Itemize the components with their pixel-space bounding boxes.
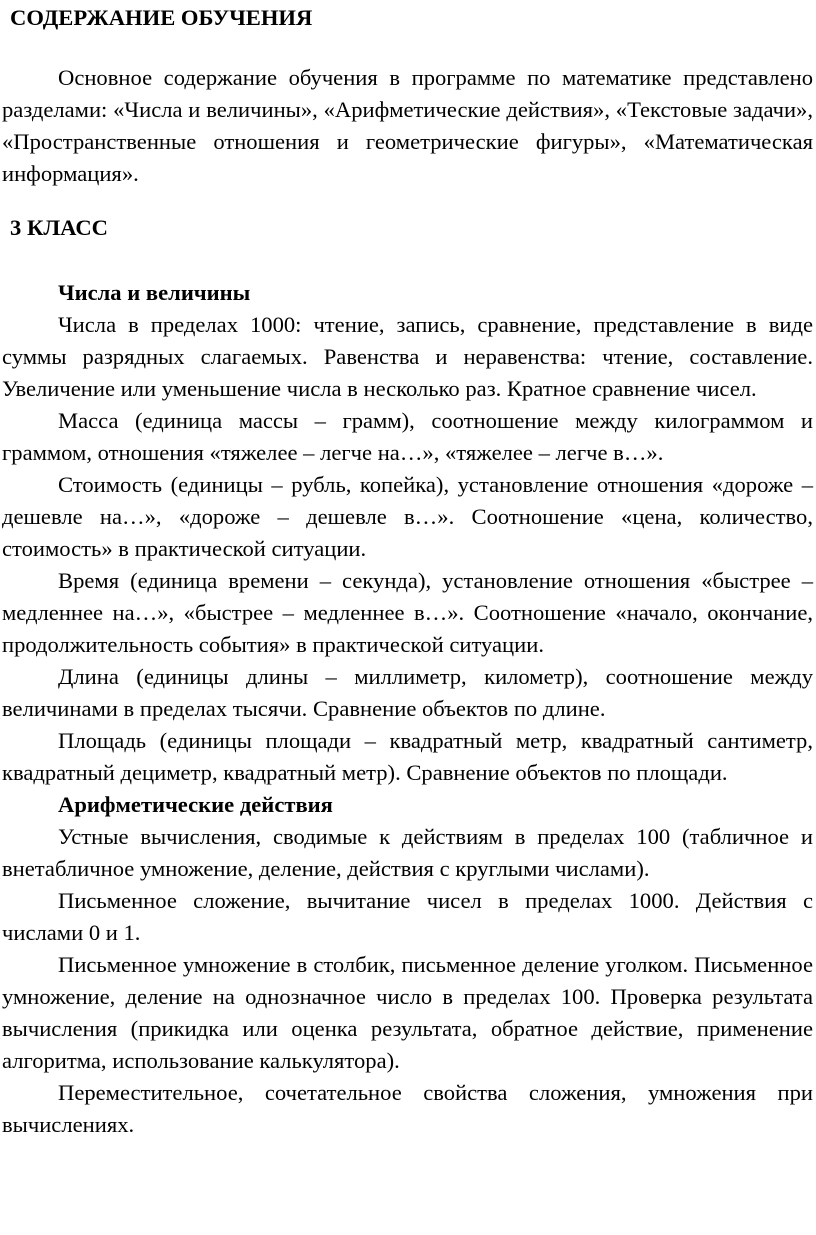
section-heading: Арифметические действия xyxy=(58,792,333,817)
paragraph: Письменное умножение в столбик, письменное деление уголком. Письменное умножение, деление на однозначное число в пределах 100. Проверка результата вычисления (прикидка или оценка результата, обратное действие, применение алгоритма, использование калькулятора). xyxy=(2,952,813,1073)
paragraph: Устные вычисления, сводимые к действиям в пределах 100 (табличное и внетабличное умножение, деление, действия с круглыми числами). xyxy=(2,824,813,881)
paragraph: Площадь (единицы площади – квадратный метр, квадратный сантиметр, квадратный дециметр, квадратный метр). Сравнение объектов по площади. xyxy=(2,728,813,785)
section-heading: Числа и величины xyxy=(58,280,251,305)
intro-paragraph: Основное содержание обучения в программе по математике представлено разделами: «Числа и величины», «Арифметические действия», «Текстовые задачи», «Пространственные отношения и геометрические фигуры», «Математическая информация». xyxy=(2,65,813,186)
paragraph: Переместительное, сочетательное свойства сложения, умножения при вычислениях. xyxy=(2,1080,813,1137)
document-title: СОДЕРЖАНИЕ ОБУЧЕНИЯ xyxy=(10,5,313,30)
paragraph: Стоимость (единицы – рубль, копейка), установление отношения «дороже – дешевле на…», «дороже – дешевле в…». Соотношение «цена, количество, стоимость» в практической ситуации. xyxy=(2,472,813,561)
paragraph: Письменное сложение, вычитание чисел в пределах 1000. Действия с числами 0 и 1. xyxy=(2,888,813,945)
paragraph: Длина (единицы длины – миллиметр, километр), соотношение между величинами в пределах тысячи. Сравнение объектов по длине. xyxy=(2,664,813,721)
paragraph: Числа в пределах 1000: чтение, запись, сравнение, представление в виде суммы разрядных слагаемых. Равенства и неравенства: чтение, составление. Увеличение или уменьшение числа в несколько раз. Кратное сравнение чисел. xyxy=(2,312,813,401)
paragraph: Масса (единица массы – грамм), соотношение между килограммом и граммом, отношения «тяжелее – легче на…», «тяжелее – легче в…». xyxy=(2,408,813,465)
section-numbers-and-quantities xyxy=(2,277,813,789)
paragraph: Время (единица времени – секунда), установление отношения «быстрее – медленнее на…», «быстрее – медленнее в…». Соотношение «начало, окончание, продолжительность события» в практической ситуации. xyxy=(2,568,813,657)
document-content xyxy=(2,277,813,1141)
grade-heading: 3 КЛАСС xyxy=(10,215,108,240)
section-arithmetic-operations xyxy=(2,789,813,1141)
